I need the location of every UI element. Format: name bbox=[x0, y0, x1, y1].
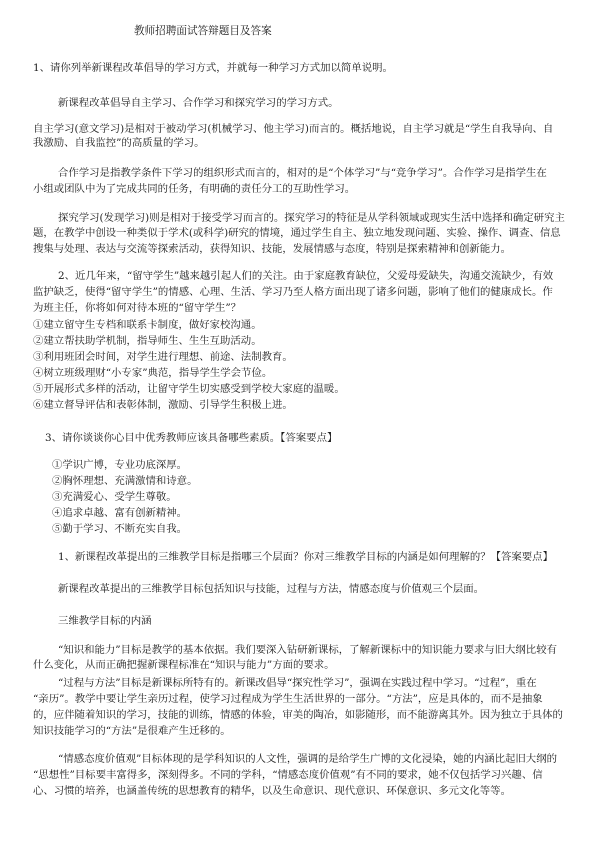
q3-list-item: ①学识广博，专业功底深厚。 bbox=[52, 459, 188, 471]
q1-intro: 新课程改革倡导自主学习、合作学习和探究学习的学习方式。 bbox=[58, 97, 339, 109]
q2-question-line: 2、近几年来，“留守学生”越来越引起人们的关注。由于家庭教育缺位，父爱母爱缺失，沟通交流缺少，有效 bbox=[58, 270, 554, 282]
q4-emotion-line: 心、习惯的培养，也涵盖传统的思想教育的精华，以及生命意识、现代意识、环保意识、多元文化等等。 bbox=[33, 785, 511, 797]
q1-question: 1、请你列举新课程改革倡导的学习方式，并就每一种学习方式加以简单说明。 bbox=[33, 62, 393, 74]
q4-process-line: 知识技能学习的“方法”是很难产生迁移的。 bbox=[33, 725, 231, 737]
q2-list-item: ⑤开展形式多样的活动，让留守学生切实感受到学校大家庭的温暖。 bbox=[33, 383, 345, 395]
q3-list-item: ④追求卓越、富有创新精神。 bbox=[52, 507, 188, 519]
q1-explore-line: 探究学习(发现学习)则是相对于接受学习而言的。探究学习的特征是从学科领域或现实生活中选择和确定研究主 bbox=[58, 212, 565, 224]
q1-explore-line: 搜集与处理、表达与交流等探索活动，获得知识、技能，发展情感与态度，特别是探索精神和创新能力。 bbox=[33, 243, 511, 255]
q4-emotion-line: “思想性”目标要丰富得多，深刻得多。不同的学科，“情感态度价值观”有不同的要求，她不仅包括学习兴趣、信 bbox=[33, 769, 543, 781]
q4-knowledge-line: “知识和能力”目标是教学的基本依据。我们要深入钻研新课标，了解新课标中的知识能力要求与旧大纲比较有 bbox=[58, 644, 557, 656]
q4-process-line: “过程与方法”目标是新课标所特有的。新课改倡导“探究性学习”，强调在实践过程中学习。“过程”，重在 bbox=[58, 677, 537, 689]
q2-list-item: ④树立班级理财“小专家”典范，指导学生学会节俭。 bbox=[33, 367, 273, 379]
q4-intro: 新课程改革提出的三维教学目标包括知识与技能，过程与方法，情感态度与价值观三个层面。 bbox=[58, 583, 485, 595]
q4-question: 1、新课程改革提出的三维教学目标是指哪三个层面？你对三维教学目标的内涵是如何理解的？【答案要点】 bbox=[58, 551, 553, 563]
q2-list-item: ③利用班团会时间，对学生进行理想、前途、法制教育。 bbox=[33, 351, 293, 363]
q3-list-item: ③充满爱心、受学生尊敬。 bbox=[52, 491, 177, 503]
q2-list-item: ②建立帮扶助学机制，指导师生、生生互助活动。 bbox=[33, 335, 262, 347]
q2-question-line: 监护缺乏，使得“留守学生”的情感、心理、生活、学习乃至人格方面出现了诸多问题，影响了他们的健康成长。作 bbox=[33, 286, 553, 298]
document-title: 教师招聘面试答辩题目及答案 bbox=[134, 25, 272, 37]
q1-self-line: 我激励、自我监控”的高质量的学习。 bbox=[33, 137, 205, 149]
q1-explore-line: 题，在教学中创设一种类似于学术(或科学)研究的情境，通过学生自主、独立地发现问题、实验、操作、调查、信息 bbox=[33, 227, 561, 239]
q3-list-item: ②胸怀理想、充满激情和诗意。 bbox=[52, 475, 198, 487]
q1-coop-line: 合作学习是指教学条件下学习的组织形式而言的，相对的是“个体学习”与“竞争学习”。合作学习是指学生在 bbox=[58, 167, 547, 179]
q2-list-item: ①建立留守生专档和联系卡制度，做好家校沟通。 bbox=[33, 319, 262, 331]
q2-question-line: 为班主任，你将如何对待本班的“留守学生”？ bbox=[33, 302, 242, 314]
q1-self-line: 自主学习(意文学习)是相对于被动学习(机械学习、他主学习)而言的。概括地说，自主学习就是“学生自我导向、自 bbox=[33, 123, 554, 135]
q2-list-item: ⑥建立督导评估和表彰体制，激励、引导学生积极上进。 bbox=[33, 399, 293, 411]
q3-list-item: ⑤勤于学习、不断充实自我。 bbox=[52, 523, 188, 535]
q4-process-line: 的，应伴随着知识的学习，技能的训练，情感的体验，审美的陶冶，如影随形，而不能游离其外。因为独立于具体的 bbox=[33, 709, 563, 721]
q3-question: 3、请你谈谈你心目中优秀教师应该具备哪些素质。【答案要点】 bbox=[45, 432, 338, 444]
q4-knowledge-line: 什么变化，从而正确把握新课程标准在“知识与能力”方面的要求。 bbox=[33, 659, 335, 671]
q1-coop-line: 小组或团队中为了完成共同的任务，有明确的责任分工的互助性学习。 bbox=[33, 183, 356, 195]
q4-heading: 三维教学目标的内涵 bbox=[58, 615, 152, 627]
q4-process-line: “亲历”。教学中要让学生亲历过程，使学习过程成为学生生活世界的一部分。“方法”，应是具体的，而不是抽象 bbox=[33, 693, 543, 705]
q4-emotion-line: “情感态度价值观”目标体现的是学科知识的人文性，强调的是给学生广博的文化浸染，她的内涵比起旧大纲的 bbox=[58, 753, 557, 765]
